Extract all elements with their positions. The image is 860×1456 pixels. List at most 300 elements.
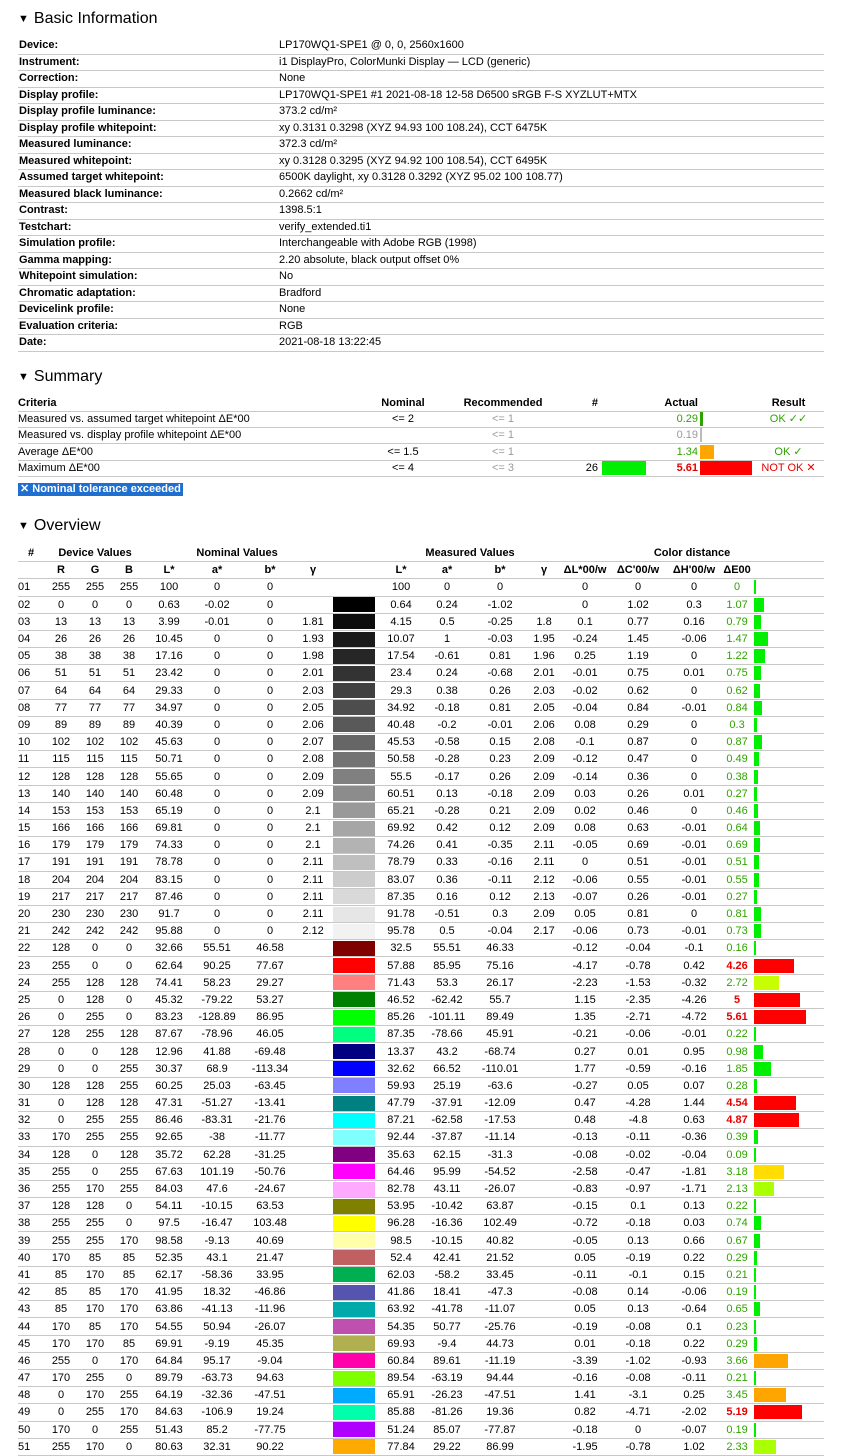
measured-value: 29.22 (422, 1438, 472, 1455)
measured-value: 0.25 (666, 1387, 722, 1404)
nominal-value: 85 (78, 1249, 112, 1266)
delta-e-bar-cell (752, 940, 824, 957)
nominal-value (298, 940, 328, 957)
measured-value (528, 1232, 560, 1249)
nominal-value: -51.27 (192, 1094, 242, 1111)
nominal-value: 0 (192, 819, 242, 836)
info-row (18, 54, 824, 71)
summary-result: NOT OK ✕ (753, 460, 824, 476)
nominal-value: 170 (112, 1404, 146, 1421)
measured-value: 0.46 (610, 802, 666, 819)
nominal-value: 204 (112, 871, 146, 888)
nominal-value: 0 (242, 699, 298, 716)
delta-e-bar (754, 1388, 786, 1402)
nominal-value: 54.55 (146, 1318, 192, 1335)
measured-value (528, 1335, 560, 1352)
delta-e-bar-cell (752, 1060, 824, 1077)
measured-value: -10.42 (422, 1198, 472, 1215)
measured-value: -0.21 (560, 1026, 610, 1043)
measured-value: 0.42 (666, 957, 722, 974)
row-index: 45 (18, 1335, 44, 1352)
overview-row (18, 1301, 824, 1318)
color-swatch (333, 735, 375, 750)
color-swatch-cell (328, 630, 380, 647)
measured-value: -0.58 (422, 734, 472, 751)
measured-value: -0.04 (610, 940, 666, 957)
row-index: 24 (18, 974, 44, 991)
nominal-value: -9.19 (192, 1335, 242, 1352)
measured-value: 4.15 (380, 613, 422, 630)
overview-col-header: G (78, 562, 112, 579)
measured-value: 69.93 (380, 1335, 422, 1352)
delta-e-bar-cell (752, 613, 824, 630)
summary-header-count: # (563, 396, 598, 412)
measured-value: 23.4 (380, 665, 422, 682)
nominal-value (298, 1198, 328, 1215)
color-swatch-cell (328, 1249, 380, 1266)
measured-value: 2.09 (528, 819, 560, 836)
nominal-value: 191 (44, 854, 78, 871)
measured-value (528, 1404, 560, 1421)
nominal-value: 217 (112, 888, 146, 905)
info-key: Device: (18, 38, 278, 54)
nominal-value: 191 (78, 854, 112, 871)
nominal-value: 102 (78, 734, 112, 751)
measured-value: 43.2 (422, 1043, 472, 1060)
measured-value: -11.14 (472, 1129, 528, 1146)
nominal-value: 85 (78, 1318, 112, 1335)
row-index: 37 (18, 1198, 44, 1215)
delta-e-bar (754, 855, 759, 869)
delta-e-value: 0.87 (722, 734, 752, 751)
color-swatch (333, 1044, 375, 1059)
delta-e-value: 0.19 (722, 1421, 752, 1438)
summary-row (18, 411, 824, 427)
measured-value: 2.17 (528, 923, 560, 940)
nominal-value: 10.45 (146, 630, 192, 647)
overview-row (18, 1404, 824, 1421)
overview-group-device: Device Values (44, 545, 146, 562)
nominal-value (298, 1352, 328, 1369)
measured-value: 0.16 (666, 613, 722, 630)
measured-value: 50.58 (380, 751, 422, 768)
info-row (18, 302, 824, 319)
row-index: 11 (18, 751, 44, 768)
overview-col-header: L* (146, 562, 192, 579)
delta-e-bar-cell (752, 1077, 824, 1094)
color-swatch (333, 1096, 375, 1111)
summary-actual-bar (700, 412, 703, 426)
nominal-value: 170 (44, 1129, 78, 1146)
nominal-value: -38 (192, 1129, 242, 1146)
measured-value: -0.16 (666, 1060, 722, 1077)
overview-row (18, 785, 824, 802)
nominal-value: 64.84 (146, 1352, 192, 1369)
nominal-value: 170 (112, 1301, 146, 1318)
measured-value: -0.06 (666, 630, 722, 647)
measured-value: -0.04 (472, 923, 528, 940)
row-index: 15 (18, 819, 44, 836)
measured-value: 0.47 (610, 751, 666, 768)
nominal-value: 0 (242, 648, 298, 665)
delta-e-bar (754, 907, 761, 921)
measured-value: 59.93 (380, 1077, 422, 1094)
delta-e-value: 0.19 (722, 1284, 752, 1301)
delta-e-bar-cell (752, 923, 824, 940)
collapse-triangle-icon[interactable]: ▼ (18, 13, 29, 25)
nominal-value: 43.1 (192, 1249, 242, 1266)
delta-e-bar-cell (752, 751, 824, 768)
info-value: xy 0.3128 0.3295 (XYZ 94.92 100 108.54), CCT 6495K (278, 153, 824, 170)
nominal-value: -63.45 (242, 1077, 298, 1094)
measured-value: 0.01 (666, 785, 722, 802)
measured-value: -0.02 (560, 682, 610, 699)
nominal-tolerance-exceeded-badge: ✕ Nominal tolerance exceeded (20, 482, 181, 495)
row-index: 46 (18, 1352, 44, 1369)
measured-value: -0.32 (666, 974, 722, 991)
nominal-value: 179 (78, 837, 112, 854)
delta-e-value: 3.45 (722, 1387, 752, 1404)
nominal-value: 52.35 (146, 1249, 192, 1266)
measured-value: -0.59 (610, 1060, 666, 1077)
overview-col-header: a* (422, 562, 472, 579)
delta-e-bar (754, 1371, 756, 1385)
color-swatch-cell (328, 1232, 380, 1249)
overview-row (18, 682, 824, 699)
nominal-value: 255 (44, 1438, 78, 1455)
measured-value: -47.3 (472, 1284, 528, 1301)
nominal-value: 242 (112, 923, 146, 940)
color-swatch (333, 1319, 375, 1334)
color-swatch (333, 1010, 375, 1025)
row-index: 09 (18, 716, 44, 733)
nominal-value: 0 (44, 991, 78, 1008)
nominal-value (298, 957, 328, 974)
overview-col-header: B (112, 562, 146, 579)
nominal-value: -16.47 (192, 1215, 242, 1232)
color-swatch (333, 1182, 375, 1197)
measured-value: 95.99 (422, 1163, 472, 1180)
measured-value (528, 1060, 560, 1077)
delta-e-value: 2.13 (722, 1180, 752, 1197)
measured-value: -10.15 (422, 1232, 472, 1249)
nominal-value: 40.39 (146, 716, 192, 733)
measured-value: 0.05 (610, 1077, 666, 1094)
nominal-value: 0 (192, 751, 242, 768)
nominal-value: 69.91 (146, 1335, 192, 1352)
overview-row (18, 1232, 824, 1249)
nominal-value: 29.33 (146, 682, 192, 699)
nominal-value: -113.34 (242, 1060, 298, 1077)
measured-value (528, 1318, 560, 1335)
nominal-value (298, 1215, 328, 1232)
measured-value: 0.26 (610, 785, 666, 802)
nominal-value: 153 (78, 802, 112, 819)
nominal-value: 255 (78, 1369, 112, 1386)
nominal-value: 0 (44, 1060, 78, 1077)
nominal-value: 255 (44, 579, 78, 596)
delta-e-value: 0.67 (722, 1232, 752, 1249)
nominal-value: -9.04 (242, 1352, 298, 1369)
nominal-value: 128 (112, 768, 146, 785)
measured-value (528, 940, 560, 957)
summary-header-result: Result (753, 396, 824, 412)
nominal-value: 255 (112, 1060, 146, 1077)
nominal-value (298, 1301, 328, 1318)
summary-row (18, 444, 824, 460)
nominal-value: 0 (242, 596, 298, 613)
delta-e-bar-cell (752, 1163, 824, 1180)
nominal-value: -10.15 (192, 1198, 242, 1215)
measured-value: 0.08 (560, 819, 610, 836)
nominal-value: 128 (44, 768, 78, 785)
delta-e-value: 0.28 (722, 1077, 752, 1094)
measured-value: 0.12 (472, 888, 528, 905)
measured-value: 47.79 (380, 1094, 422, 1111)
nominal-value: 2.11 (298, 888, 328, 905)
measured-value: -58.2 (422, 1266, 472, 1283)
measured-value: 0.73 (610, 923, 666, 940)
overview-group-index: # (18, 545, 44, 562)
color-swatch (333, 907, 375, 922)
delta-e-bar-cell (752, 1249, 824, 1266)
measured-value: 63.92 (380, 1301, 422, 1318)
measured-value: 53.3 (422, 974, 472, 991)
color-swatch (333, 632, 375, 647)
nominal-value: 2.12 (298, 923, 328, 940)
color-swatch-cell (328, 682, 380, 699)
nominal-value: 98.58 (146, 1232, 192, 1249)
color-swatch-cell (328, 837, 380, 854)
info-key: Simulation profile: (18, 236, 278, 253)
nominal-value: 83.15 (146, 871, 192, 888)
delta-e-value: 3.66 (722, 1352, 752, 1369)
nominal-value: 255 (44, 1180, 78, 1197)
nominal-value: 0 (192, 699, 242, 716)
delta-e-bar-cell (752, 1352, 824, 1369)
nominal-value: 69.81 (146, 819, 192, 836)
measured-value: -0.08 (560, 1284, 610, 1301)
measured-value: 0.24 (422, 665, 472, 682)
delta-e-value: 0.38 (722, 768, 752, 785)
summary-heading[interactable]: ▼ Summary (18, 367, 103, 385)
delta-e-bar-cell (752, 854, 824, 871)
measured-value: 0.36 (610, 768, 666, 785)
nominal-value: 0 (242, 837, 298, 854)
delta-e-bar (754, 1423, 756, 1437)
color-swatch-cell (328, 579, 380, 596)
nominal-value: 84.63 (146, 1404, 192, 1421)
delta-e-bar (754, 821, 760, 835)
measured-value: 71.43 (380, 974, 422, 991)
basic-info-heading[interactable]: ▼ Basic Information (18, 10, 158, 27)
measured-value: 33.45 (472, 1266, 528, 1283)
measured-value (528, 1266, 560, 1283)
nominal-value: -50.76 (242, 1163, 298, 1180)
nominal-value (298, 1112, 328, 1129)
measured-value (528, 1369, 560, 1386)
measured-value: -41.78 (422, 1301, 472, 1318)
nominal-value: 0 (112, 940, 146, 957)
measured-value: 60.84 (380, 1352, 422, 1369)
color-swatch (333, 1216, 375, 1231)
color-swatch-cell (328, 1198, 380, 1215)
nominal-value: 63.53 (242, 1198, 298, 1215)
nominal-value: 74.41 (146, 974, 192, 991)
overview-col-header: R (44, 562, 78, 579)
delta-e-bar (754, 580, 756, 594)
color-swatch (333, 1422, 375, 1437)
delta-e-bar (754, 890, 757, 904)
measured-value: -0.24 (560, 630, 610, 647)
measured-value: -0.28 (422, 751, 472, 768)
overview-row (18, 716, 824, 733)
overview-row (18, 1146, 824, 1163)
color-swatch (333, 580, 375, 595)
row-index: 18 (18, 871, 44, 888)
info-key: Correction: (18, 71, 278, 88)
delta-e-bar-cell (752, 1129, 824, 1146)
info-row (18, 335, 824, 352)
nominal-value: 85 (112, 1266, 146, 1283)
color-swatch-cell (328, 1009, 380, 1026)
measured-value: 64.46 (380, 1163, 422, 1180)
measured-value: -0.11 (610, 1129, 666, 1146)
nominal-value: 89 (78, 716, 112, 733)
measured-value: -0.25 (472, 613, 528, 630)
measured-value (528, 1421, 560, 1438)
summary-count-bar-cell (598, 444, 648, 460)
measured-value: -0.11 (472, 871, 528, 888)
overview-col-header (18, 562, 44, 579)
delta-e-bar-cell (752, 837, 824, 854)
info-row (18, 318, 824, 335)
nominal-value: 3.99 (146, 613, 192, 630)
summary-header-bar (698, 396, 753, 412)
color-swatch-cell (328, 613, 380, 630)
row-index: 49 (18, 1404, 44, 1421)
info-key: Display profile: (18, 87, 278, 104)
overview-row (18, 1112, 824, 1129)
summary-table (18, 396, 824, 477)
overview-row (18, 837, 824, 854)
color-swatch (333, 649, 375, 664)
nominal-value: 1.98 (298, 648, 328, 665)
color-swatch-cell (328, 940, 380, 957)
row-index: 22 (18, 940, 44, 957)
measured-value: -25.76 (472, 1318, 528, 1335)
color-swatch-cell (328, 1335, 380, 1352)
nominal-value: 35.72 (146, 1146, 192, 1163)
measured-value: 2.06 (528, 716, 560, 733)
overview-heading[interactable]: ▼ Overview (18, 516, 101, 534)
measured-value: 34.92 (380, 699, 422, 716)
delta-e-value: 5.61 (722, 1009, 752, 1026)
measured-value: -0.05 (560, 837, 610, 854)
nominal-value: 60.48 (146, 785, 192, 802)
measured-value: -0.04 (560, 699, 610, 716)
nominal-value: 13 (44, 613, 78, 630)
nominal-value: 170 (44, 1335, 78, 1352)
color-swatch-cell (328, 888, 380, 905)
color-swatch (333, 1353, 375, 1368)
overview-col-header: b* (242, 562, 298, 579)
nominal-value: 166 (112, 819, 146, 836)
nominal-value: 128 (44, 1026, 78, 1043)
info-value: None (278, 302, 824, 319)
nominal-value (298, 1060, 328, 1077)
row-index: 36 (18, 1180, 44, 1197)
nominal-value: 115 (78, 751, 112, 768)
nominal-value: 2.1 (298, 819, 328, 836)
overview-row (18, 699, 824, 716)
info-row (18, 219, 824, 236)
nominal-value: 62.17 (146, 1266, 192, 1283)
nominal-value: 170 (78, 1387, 112, 1404)
measured-value: 1.45 (610, 630, 666, 647)
measured-value: 55.5 (380, 768, 422, 785)
collapse-triangle-icon[interactable]: ▼ (18, 370, 29, 383)
delta-e-value: 0.21 (722, 1369, 752, 1386)
row-index: 48 (18, 1387, 44, 1404)
measured-value: 2.01 (528, 665, 560, 682)
nominal-value: 0 (242, 905, 298, 922)
delta-e-bar-cell (752, 1335, 824, 1352)
nominal-value: -78.96 (192, 1026, 242, 1043)
overview-row (18, 1026, 824, 1043)
nominal-value: 0 (78, 596, 112, 613)
color-swatch (333, 597, 375, 612)
measured-value: -81.26 (422, 1404, 472, 1421)
measured-value: 0.15 (666, 1266, 722, 1283)
color-swatch (333, 958, 375, 973)
measured-value (528, 957, 560, 974)
nominal-value: 0 (44, 1404, 78, 1421)
nominal-value: 0 (112, 1215, 146, 1232)
nominal-value: 2.1 (298, 802, 328, 819)
summary-count (563, 411, 598, 427)
measured-value: -0.01 (666, 1026, 722, 1043)
nominal-value: 230 (78, 905, 112, 922)
nominal-value: 87.67 (146, 1026, 192, 1043)
measured-value (528, 1198, 560, 1215)
collapse-triangle-icon[interactable]: ▼ (18, 519, 29, 532)
measured-value: -0.19 (560, 1318, 610, 1335)
row-index: 20 (18, 905, 44, 922)
nominal-value: 2.1 (298, 837, 328, 854)
color-swatch (333, 872, 375, 887)
row-index: 33 (18, 1129, 44, 1146)
delta-e-bar-cell (752, 1043, 824, 1060)
color-swatch (333, 1113, 375, 1128)
delta-e-value: 1.07 (722, 596, 752, 613)
delta-e-bar-cell (752, 974, 824, 991)
delta-e-bar (754, 1182, 774, 1196)
info-value: 372.3 cd/m² (278, 137, 824, 154)
overview-row (18, 1318, 824, 1335)
color-swatch-cell (328, 802, 380, 819)
row-index: 14 (18, 802, 44, 819)
overview-group-nominal: Nominal Values (146, 545, 328, 562)
delta-e-bar-cell (752, 957, 824, 974)
nominal-value: 255 (44, 1232, 78, 1249)
measured-value: 0.22 (666, 1249, 722, 1266)
delta-e-bar-cell (752, 1215, 824, 1232)
nominal-value: 255 (78, 1112, 112, 1129)
delta-e-value: 0.21 (722, 1266, 752, 1283)
measured-value: -0.07 (560, 888, 610, 905)
measured-value: 0.41 (422, 837, 472, 854)
